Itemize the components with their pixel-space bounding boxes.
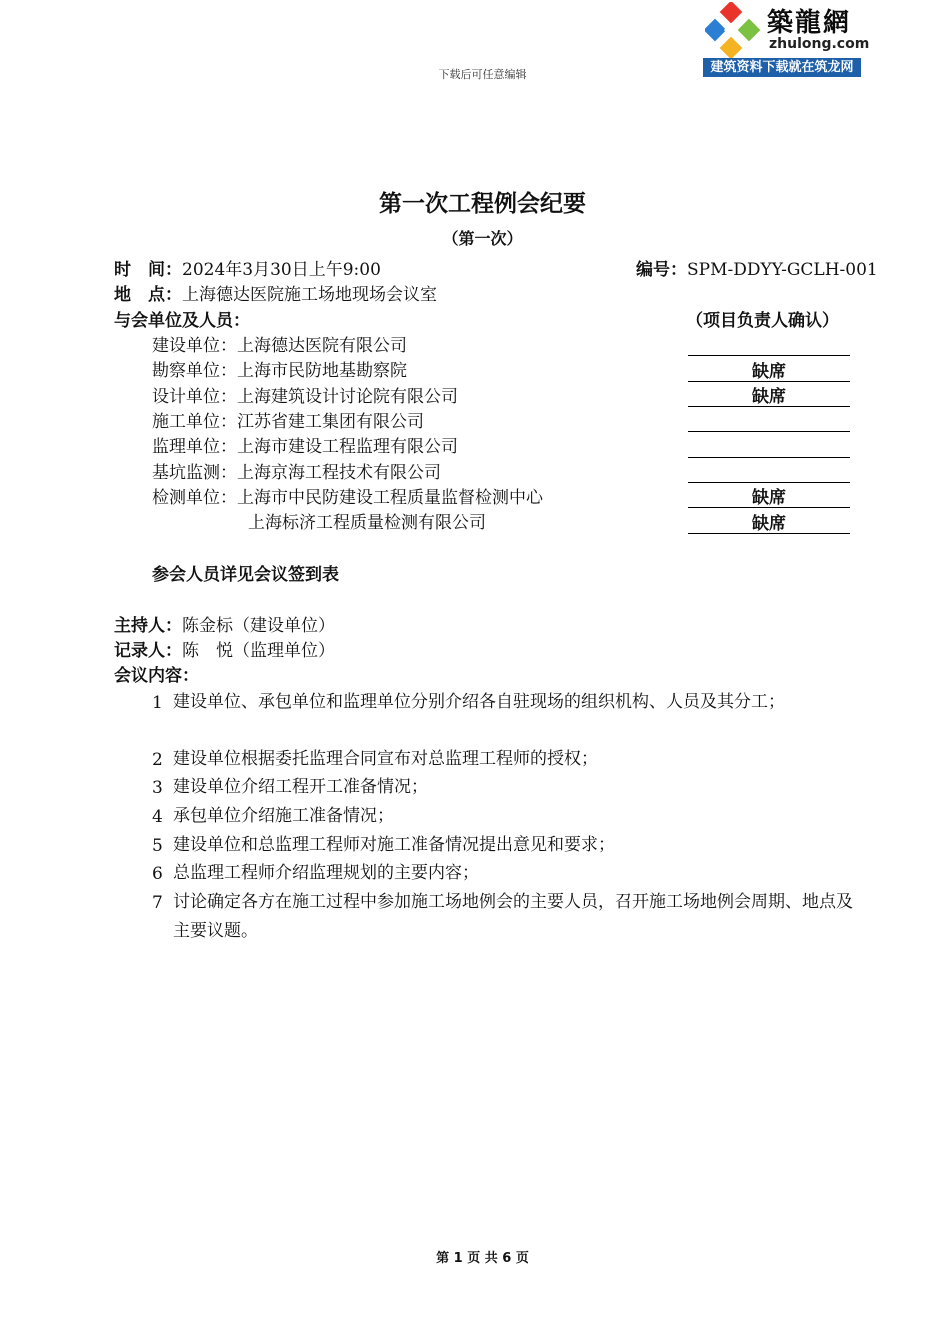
- logo-chinese-name: 築龍網: [767, 8, 852, 38]
- unit-name: 上海市中民防建设工程质量监督检测中心: [237, 488, 543, 508]
- logo-banner: 建筑资料下载就在筑龙网: [703, 58, 861, 77]
- item-text: 建设单位、承包单位和监理单位分别介绍各自驻现场的组织机构、人员及其分工；: [173, 692, 785, 712]
- unit-name: 上海市民防地基勘察院: [237, 361, 407, 381]
- number-value: SPM-DDYY-GCLH-001: [687, 260, 878, 280]
- unit-name: 上海德达医院有限公司: [237, 336, 407, 356]
- unit-label: 勘察单位：: [152, 361, 237, 381]
- item-number: 1: [152, 693, 163, 713]
- signature-line: 缺席: [688, 362, 850, 382]
- unit-row: [152, 462, 441, 484]
- unit-name: 上海京海工程技术有限公司: [237, 463, 441, 483]
- time-label: 时 间：: [114, 260, 182, 280]
- item-number: 5: [152, 836, 163, 856]
- unit-label: 施工单位：: [152, 412, 237, 432]
- item-text: 建设单位和总监理工程师对施工准备情况提出意见和要求；: [173, 835, 615, 855]
- place-value: 上海德达医院施工场地现场会议室: [182, 285, 437, 305]
- time-row: [114, 259, 381, 281]
- item-number: 2: [152, 750, 163, 770]
- document-subtitle: （第一次）: [442, 229, 523, 248]
- item-text: 建设单位介绍工程开工准备情况；: [173, 777, 428, 797]
- unit-row: [152, 386, 458, 408]
- page-footer: 第 1 页 共 6 页: [436, 1251, 529, 1266]
- host-value: 陈金标（建设单位）: [182, 616, 335, 636]
- signature-line: [688, 463, 850, 483]
- item-number: 4: [152, 807, 163, 827]
- confirm-label: （项目负责人确认）: [686, 311, 839, 331]
- document-title: 第一次工程例会纪要: [379, 191, 586, 217]
- recorder-row: [114, 640, 335, 662]
- unit-label: 设计单位：: [152, 387, 237, 407]
- signin-note: 参会人员详见会议签到表: [152, 565, 339, 585]
- number-row: [636, 259, 878, 281]
- signature-line: [688, 336, 850, 356]
- unit-row: [152, 436, 458, 458]
- place-row: [114, 284, 437, 306]
- number-label: 编号：: [636, 260, 687, 280]
- unit-label: 基坑监测：: [152, 463, 237, 483]
- unit-row: [152, 411, 424, 433]
- logo-domain: zhulong.com: [769, 36, 870, 52]
- item-text: 建设单位根据委托监理合同宣布对总监理工程师的授权；: [173, 749, 598, 769]
- unit-label: 检测单位：: [152, 488, 237, 508]
- time-value: 2024年3月30日上午9:00: [182, 260, 381, 280]
- item-text: 承包单位介绍施工准备情况；: [173, 806, 394, 826]
- signature-line: 缺席: [688, 488, 850, 508]
- recorder-value: 陈 悦（监理单位）: [182, 641, 335, 661]
- signature-line: [688, 412, 850, 432]
- item-number: 6: [152, 864, 163, 884]
- recorder-label: 记录人：: [114, 641, 182, 661]
- signature-line: [688, 438, 850, 458]
- unit-name: 上海建筑设计讨论院有限公司: [237, 387, 458, 407]
- item-number: 7: [152, 893, 163, 913]
- attendees-label: 与会单位及人员：: [114, 311, 250, 331]
- place-label: 地 点：: [114, 285, 182, 305]
- unit-row: [248, 512, 486, 534]
- unit-name: 江苏省建工集团有限公司: [237, 412, 424, 432]
- host-row: [114, 615, 335, 637]
- item-text: 总监理工程师介绍监理规划的主要内容；: [173, 863, 479, 883]
- item-number: 3: [152, 778, 163, 798]
- unit-row: [152, 487, 543, 509]
- unit-row: [152, 335, 407, 357]
- header-note: 下载后可任意编辑: [438, 68, 527, 81]
- content-label: 会议内容：: [114, 666, 199, 686]
- unit-name: 上海标济工程质量检测有限公司: [248, 513, 486, 533]
- signature-line: 缺席: [688, 387, 850, 407]
- host-label: 主持人：: [114, 616, 182, 636]
- unit-label: 监理单位：: [152, 437, 237, 457]
- unit-row: [152, 360, 407, 382]
- signature-line: 缺席: [688, 514, 850, 534]
- item-text: 讨论确定各方在施工过程中参加施工场地例会的主要人员，召开施工场地例会周期、地点及主要议题。: [173, 892, 853, 941]
- unit-label: 建设单位：: [152, 336, 237, 356]
- unit-name: 上海市建设工程监理有限公司: [237, 437, 458, 457]
- zhulong-logo-mark-icon: [705, 2, 761, 58]
